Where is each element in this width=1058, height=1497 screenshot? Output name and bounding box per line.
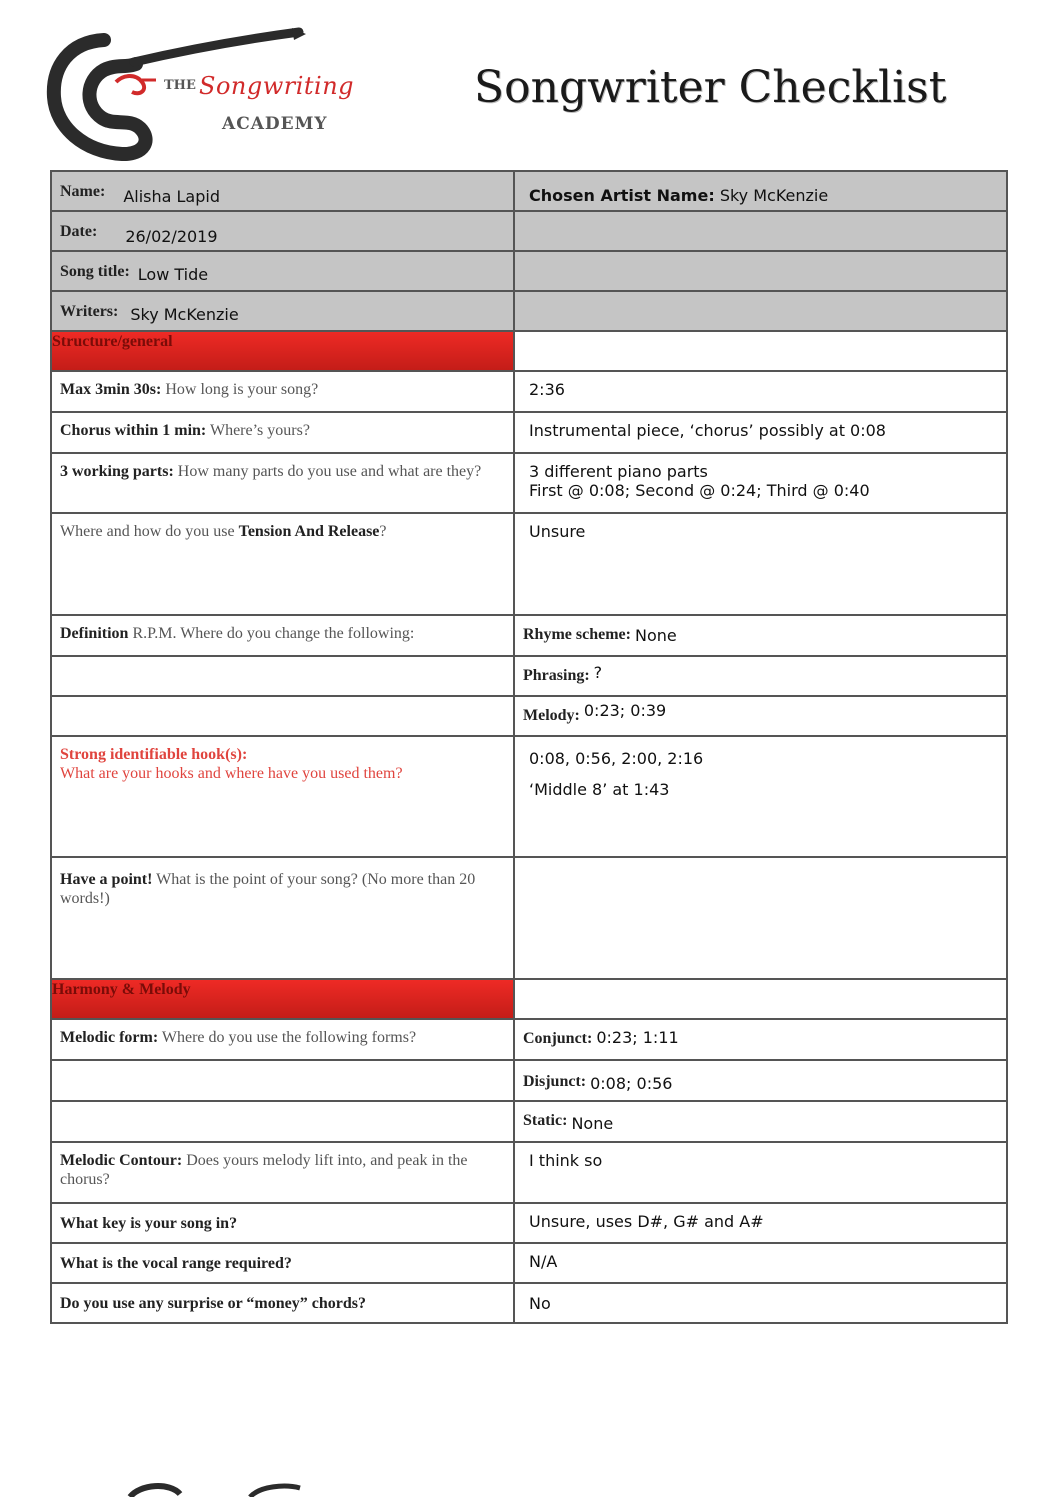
key-answer: Unsure, uses D#, G# and A# <box>529 1212 764 1231</box>
academy-logo <box>44 22 355 162</box>
hooks-answer-line-1: 0:08, 0:56, 2:00, 2:16 <box>529 749 704 768</box>
chorus-bold: Chorus within 1 min: <box>60 422 207 439</box>
artist-value: Sky McKenzie <box>719 186 829 205</box>
rhyme-value: None <box>634 626 677 645</box>
melody-label: Melody: <box>523 707 580 724</box>
rhyme-label: Rhyme scheme: <box>523 626 631 643</box>
melodic-form-question: Where do you use the following forms? <box>158 1029 417 1046</box>
melodic-form-row <box>51 1019 1007 1060</box>
point-question: What is the point of your song? (No more than 20 words!) <box>60 871 476 907</box>
harmony-heading-row <box>51 979 1007 1019</box>
footer-logo-fragment-icon <box>60 1480 310 1497</box>
logo-academy-text: ACADEMY <box>222 114 328 134</box>
name-value: Alisha Lapid <box>123 187 220 206</box>
name-row <box>51 171 1007 211</box>
vocal-range-row <box>51 1243 1007 1283</box>
melody-value: 0:23; 0:39 <box>583 701 667 720</box>
phrasing-value: ? <box>593 663 603 682</box>
song-title-label: Song title: <box>60 263 130 280</box>
contour-row <box>51 1142 1007 1203</box>
money-chords-row <box>51 1283 1007 1323</box>
point-bold: Have a point! <box>60 871 153 888</box>
max-length-answer: 2:36 <box>529 380 565 399</box>
conjunct-label: Conjunct: <box>523 1030 593 1047</box>
phrasing-label: Phrasing: <box>523 667 590 684</box>
tension-row <box>51 513 1007 615</box>
logo-brand-text: Songwriting <box>199 72 355 100</box>
artist-label: Chosen Artist Name: <box>529 186 715 205</box>
parts-bold: 3 working parts: <box>60 463 174 480</box>
disjunct-value: 0:08; 0:56 <box>590 1074 673 1093</box>
logo-the-text: THE <box>164 78 196 93</box>
melody-row <box>51 696 1007 736</box>
hooks-bold: Strong identifiable hook(s): <box>60 746 248 763</box>
vocal-range-question: What is the vocal range required? <box>60 1255 292 1272</box>
structure-heading: Structure/general <box>51 331 514 371</box>
date-label: Date: <box>60 223 98 240</box>
contour-bold: Melodic Contour: <box>60 1152 183 1169</box>
key-row <box>51 1203 1007 1243</box>
hooks-question: What are your hooks and where have you used them? <box>60 765 403 782</box>
melodic-form-bold: Melodic form: <box>60 1029 159 1046</box>
song-title-value: Low Tide <box>137 265 209 284</box>
hooks-answer-line-2: ‘Middle 8’ at 1:43 <box>529 780 670 799</box>
chorus-row <box>51 412 1007 453</box>
phrasing-row <box>51 656 1007 696</box>
disjunct-row <box>51 1060 1007 1101</box>
static-value: None <box>571 1114 614 1133</box>
tension-answer: Unsure <box>529 522 586 541</box>
page-title: Songwriter Checklist <box>474 62 947 113</box>
tension-question-end: ? <box>379 523 387 540</box>
song-length-row <box>51 371 1007 412</box>
tension-question-start: Where and how do you use <box>60 523 239 540</box>
rpm-row <box>51 615 1007 656</box>
contour-question: Does yours melody lift into, and peak in the chorus? <box>60 1152 468 1188</box>
disjunct-label: Disjunct: <box>523 1073 587 1090</box>
static-row <box>51 1101 1007 1142</box>
point-answer <box>515 858 1006 866</box>
static-label: Static: <box>523 1112 568 1129</box>
writers-value: Sky McKenzie <box>130 305 239 324</box>
hooks-row <box>51 736 1007 857</box>
money-chords-answer: No <box>529 1294 551 1313</box>
harmony-heading: Harmony & Melody <box>51 979 514 1019</box>
point-row <box>51 857 1007 979</box>
name-label: Name: <box>60 183 106 200</box>
checklist-table <box>50 170 1008 1324</box>
song-title-row <box>51 251 1007 291</box>
rpm-question: R.P.M. Where do you change the following: <box>128 625 415 642</box>
date-value: 26/02/2019 <box>125 227 218 246</box>
chorus-answer: Instrumental piece, ‘chorus’ possibly at 0:08 <box>529 421 886 440</box>
working-parts-row <box>51 453 1007 513</box>
writers-row <box>51 291 1007 331</box>
parts-answer-line-1: 3 different piano parts <box>529 462 708 481</box>
max-length-bold: Max 3min 30s: <box>60 381 162 398</box>
date-row <box>51 211 1007 251</box>
contour-answer: I think so <box>529 1151 603 1170</box>
vocal-range-answer: N/A <box>529 1252 558 1271</box>
conjunct-value: 0:23; 1:11 <box>596 1028 679 1047</box>
parts-question: How many parts do you use and what are they? <box>173 463 482 480</box>
chorus-question: Where’s yours? <box>206 422 310 439</box>
money-chords-question: Do you use any surprise or “money” chords? <box>60 1295 366 1312</box>
rpm-bold: Definition <box>60 625 129 642</box>
parts-answer-line-2: First @ 0:08; Second @ 0:24; Third @ 0:40 <box>529 481 870 500</box>
tension-bold: Tension And Release <box>238 523 380 540</box>
key-question: What key is your song in? <box>60 1215 238 1232</box>
writers-label: Writers: <box>60 303 119 320</box>
max-length-question: How long is your song? <box>161 381 319 398</box>
structure-heading-row <box>51 331 1007 371</box>
